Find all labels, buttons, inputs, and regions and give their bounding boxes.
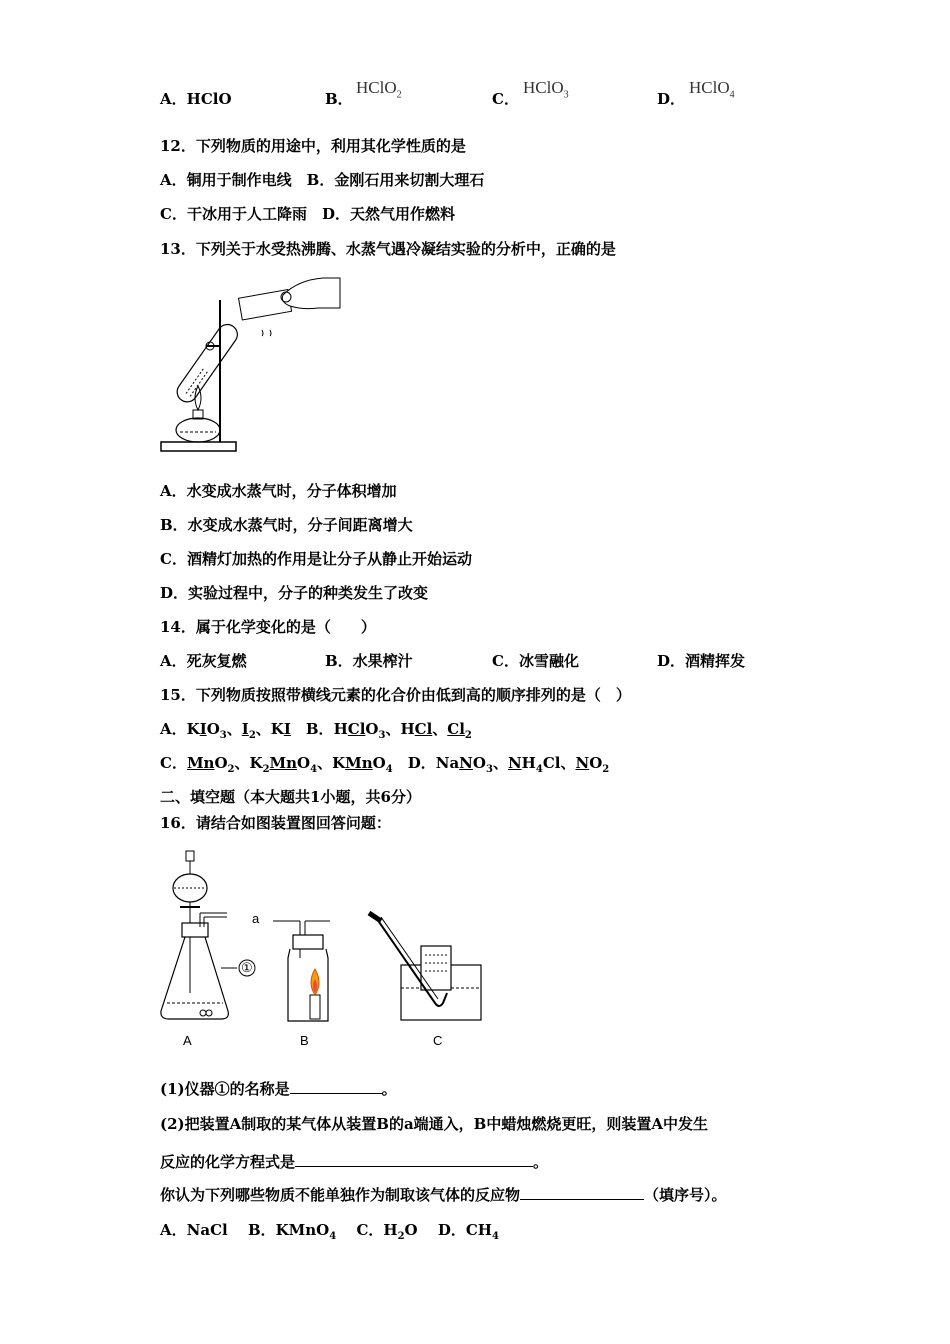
q12-options-line1: A．铜用于制作电线 B．金刚石用来切割大理石 [160, 171, 485, 189]
q14-option-c: C．冰雪融化 [492, 652, 579, 670]
q16-part3-options: A．NaCl B．KMnO$_4$ C．$H_2O$ D．$CH_4$ [160, 1221, 499, 1242]
q12-options-line2: C．干冰用于人工降雨 D．天然气用作燃料 [160, 205, 455, 223]
q14-stem: 14．属于化学变化的是（ ） [160, 618, 376, 636]
q16-label-circle-1: ① [241, 960, 253, 975]
q13-option-d: D．实验过程中，分子的种类发生了改变 [160, 584, 429, 602]
q11-option-a-letter: A． [160, 90, 187, 108]
q11-option-b-formula: HClO$_2$ [356, 78, 402, 101]
q16-stem: 16．请结合如图装置图回答问题： [160, 814, 391, 832]
q13-apparatus-figure [158, 270, 343, 460]
q11-option-d-formula: HClO$_4$ [689, 78, 735, 101]
q14-option-b: B．水果榨汁 [325, 652, 413, 670]
q16-label-c: C [433, 1033, 443, 1048]
q13-option-b: B．水变成水蒸气时，分子间距离增大 [160, 516, 413, 534]
q15-options-line2: C．MnO$_2$、$K_2MnO_4$、KMnO$_4$ D．NaNO$_3$、$NH_4Cl$、$NO_2$ [160, 754, 610, 775]
q13-option-c: C．酒精灯加热的作用是让分子从静止开始运动 [160, 550, 472, 568]
q11-option-d-letter: D． [657, 90, 686, 108]
q15-stem: 15．下列物质按照带横线元素的化合价由低到高的顺序排列的是（ ） [160, 686, 631, 704]
q16-part2-line1: (2)把装置A制取的某气体从装置B的a端通入，B中蜡烛燃烧更旺，则装置A中发生 [160, 1115, 708, 1133]
q16-part3: 你认为下列哪些物质不能单独作为制取该气体的反应物 （填序号）。 [160, 1186, 727, 1204]
q11-option-c-formula: HClO$_3$ [523, 78, 569, 101]
q16-part1: (1)仪器①的名称是 。 [160, 1080, 397, 1098]
q16-part3-blank[interactable] [520, 1185, 644, 1200]
q16-label-b: B [300, 1033, 309, 1048]
q11-option-b-letter: B． [325, 90, 353, 108]
q11-option-a [160, 89, 232, 109]
q13-option-a: A．水变成水蒸气时，分子体积增加 [160, 482, 397, 500]
q13-stem: 13．下列关于水受热沸腾、水蒸气遇冷凝结实验的分析中，正确的是 [160, 240, 616, 258]
q14-option-d: D．酒精挥发 [657, 652, 746, 670]
q16-label-port-a: a [252, 911, 260, 926]
q11-option-a-text: HClO [186, 90, 232, 108]
q16-part1-blank[interactable] [290, 1079, 382, 1094]
q15-options-line1: A．$KIO_3$、$I_2$、KI B．HClO$_3$、HCl、$Cl_2$ [160, 720, 472, 741]
q16-part2-blank[interactable] [295, 1152, 533, 1167]
q12-stem: 12．下列物质的用途中，利用其化学性质的是 [160, 137, 466, 155]
q16-apparatus-figure [155, 843, 505, 1053]
q14-option-a: A．死灰复燃 [160, 652, 247, 670]
section-2-title: 二、填空题（本大题共1小题，共6分） [160, 788, 421, 806]
q16-part2-line2: 反应的化学方程式是 。 [160, 1153, 549, 1171]
q11-option-c-letter: C． [492, 90, 519, 108]
q16-label-a: A [183, 1033, 192, 1048]
